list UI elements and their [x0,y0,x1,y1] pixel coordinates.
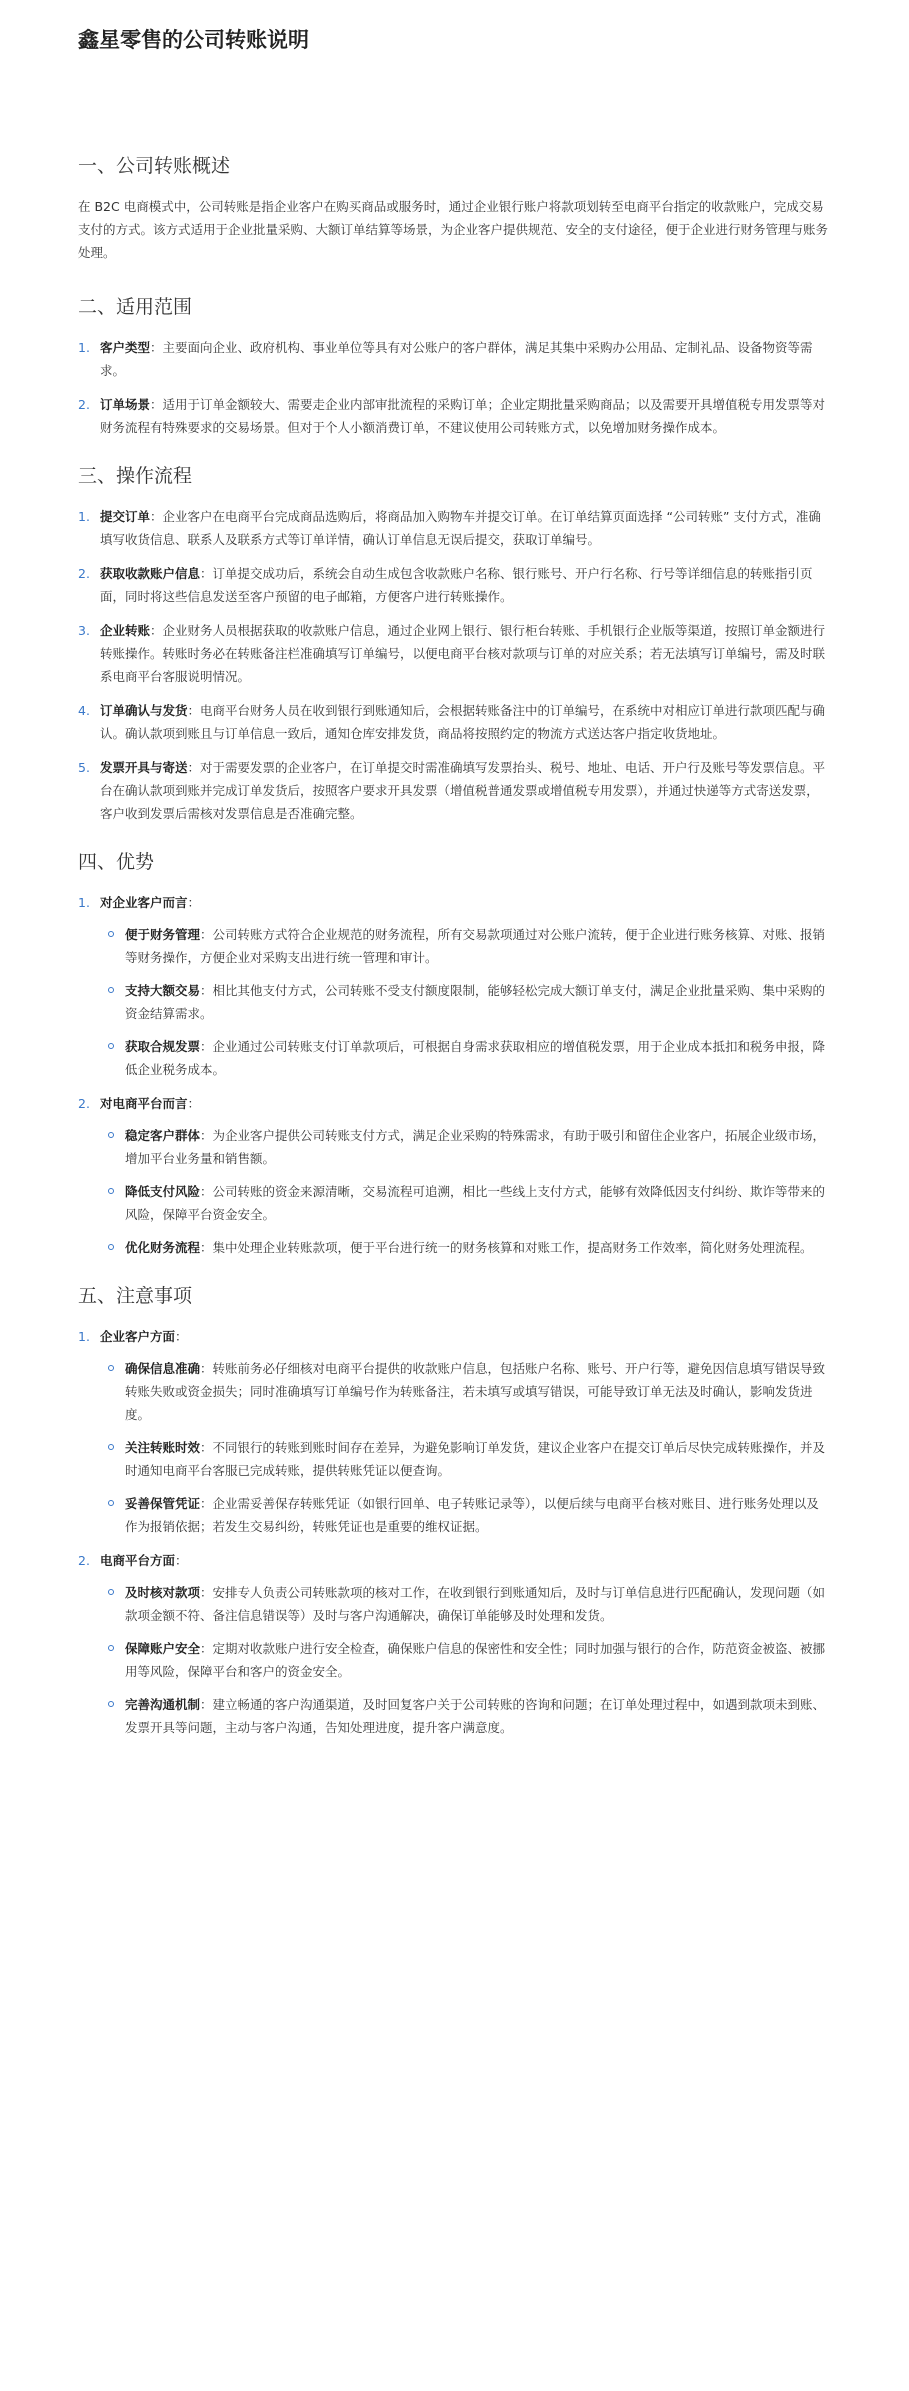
section-heading: 二、适用范围 [78,296,193,318]
sub-list-item [125,1035,831,1081]
sub-item-lead: 妥善保管凭证 [125,1496,201,1511]
sub-list-item [125,923,831,969]
section-heading: 三、操作流程 [78,465,193,487]
sub-item-lead: 支持大额交易 [125,983,201,998]
sub-item-text: ：安排专人负责公司转账款项的核对工作，在收到银行到账通知后，及时与订单信息进行匹配确认，发现问题（如款项金额不符、备注信息错误等）及时与客户沟通解决，确保订单能够及时处理和发货。 [125,1585,826,1623]
sub-item-lead: 及时核对款项 [125,1585,201,1600]
sub-list [100,923,831,1081]
item-text: ：电商平台财务人员在收到银行到账通知后，会根据转账备注中的订单编号，在系统中对相应订单进行款项匹配与确认。确认款项到账且与订单信息一致后，通知仓库安排发货，商品将按照约定的物流方式送达客户指定收货地址。 [100,703,826,741]
item-term: 发票开具与寄送 [100,760,188,775]
list-item [100,505,831,551]
sub-list [100,1357,831,1538]
sub-item-lead: 关注转账时效 [125,1440,201,1455]
sub-list-item [125,1693,831,1739]
sub-item-text: ：集中处理企业转账款项，便于平台进行统一的财务核算和对账工作，提高财务工作效率，简化财务处理流程。 [200,1240,813,1255]
group-label: 企业客户方面 [100,1329,176,1344]
list-item [100,699,831,745]
group-suffix: ： [175,1553,188,1568]
sub-list-item [125,1180,831,1226]
sub-item-lead: 保障账户安全 [125,1641,201,1656]
sub-item-text: ：建立畅通的客户沟通渠道，及时回复客户关于公司转账的咨询和问题；在订单处理过程中，如遇到款项未到账、发票开具等问题，主动与客户沟通，告知处理进度，提升客户满意度。 [125,1697,826,1735]
section-heading: 一、公司转账概述 [78,155,231,177]
sub-item-text: ：不同银行的转账到账时间存在差异，为避免影响订单发货，建议企业客户在提交订单后尽快完成转账操作，并及时通知电商平台客服已完成转账，提供转账凭证以便查询。 [125,1440,826,1478]
sub-list [100,1124,831,1259]
sub-item-text: ：公司转账的资金来源清晰，交易流程可追溯，相比一些线上支付方式，能够有效降低因支付纠纷、欺诈等带来的风险，保障平台资金安全。 [125,1184,826,1222]
sub-list-item [125,1492,831,1538]
list-item [100,1092,831,1259]
sub-item-lead: 确保信息准确 [125,1361,201,1376]
list-item [100,1325,831,1538]
sub-item-lead: 获取合规发票 [125,1039,201,1054]
section-overview [78,151,831,264]
sub-list-item [125,1581,831,1627]
sub-item-lead: 优化财务流程 [125,1240,201,1255]
item-term: 订单场景 [100,397,151,412]
section-heading: 五、注意事项 [78,1285,193,1307]
section-scope [78,292,831,439]
item-text: ：订单提交成功后，系统会自动生成包含收款账户名称、银行账号、开户行名称、行号等详细信息的转账指引页面，同时将这些信息发送至客户预留的电子邮箱，方便客户进行转账操作。 [100,566,813,604]
sub-item-lead: 稳定客户群体 [125,1128,201,1143]
overview-paragraph: 在 B2C 电商模式中，公司转账是指企业客户在购买商品或服务时，通过企业银行账户将款项划转至电商平台指定的收款账户，完成交易支付的方式。该方式适用于企业批量采购、大额订单结算等场景，为企业客户提供规范、安全的支付途径，便于企业进行财务管理与账务处理。 [78,199,829,260]
group-label: 电商平台方面 [100,1553,176,1568]
notes-list [78,1325,831,1739]
sub-item-lead: 降低支付风险 [125,1184,201,1199]
advantages-list [78,891,831,1259]
section-heading: 四、优势 [78,851,155,873]
item-term: 获取收款账户信息 [100,566,201,581]
sub-item-text: ：定期对收款账户进行安全检查，确保账户信息的保密性和安全性；同时加强与银行的合作，防范资金被盗、被挪用等风险，保障平台和客户的资金安全。 [125,1641,826,1679]
list-item [100,336,831,382]
process-list [78,505,831,825]
list-item [100,562,831,608]
document-title: 鑫星零售的公司转账说明 [78,28,309,52]
item-text: ：对于需要发票的企业客户，在订单提交时需准确填写发票抬头、税号、地址、电话、开户行及账号等发票信息。平台在确认款项到账并完成订单发货后，按照客户要求开具发票（增值税普通发票或增值税专用发票），并通过快递等方式寄送发票，客户收到发票后需核对发票信息是否准确完整。 [100,760,826,821]
item-text: ：企业客户在电商平台完成商品选购后，将商品加入购物车并提交订单。在订单结算页面选择 “公司转账” 支付方式，准确填写收货信息、联系人及联系方式等订单详情，确认订单信息无误后提交，获取订单编号。 [100,509,821,547]
sub-list-item [125,1124,831,1170]
group-label: 对电商平台而言 [100,1096,188,1111]
sub-item-text: ：企业通过公司转账支付订单款项后，可根据自身需求获取相应的增值税发票，用于企业成本抵扣和税务申报，降低企业税务成本。 [125,1039,826,1077]
item-text: ：企业财务人员根据获取的收款账户信息，通过企业网上银行、银行柜台转账、手机银行企业版等渠道，按照订单金额进行转账操作。转账时务必在转账备注栏准确填写订单编号，以便电商平台核对款项与订单的对应关系；若无法填写订单编号，需及时联系电商平台客服说明情况。 [100,623,826,684]
item-text: ：适用于订单金额较大、需要走企业内部审批流程的采购订单；企业定期批量采购商品；以及需要开具增值税专用发票等对财务流程有特殊要求的交易场景。但对于个人小额消费订单，不建议使用公司转账方式，以免增加财务操作成本。 [100,397,826,435]
scope-list [78,336,831,439]
item-term: 企业转账 [100,623,151,638]
list-item [100,756,831,825]
item-text: ：主要面向企业、政府机构、事业单位等具有对公账户的客户群体，满足其集中采购办公用品、定制礼品、设备物资等需求。 [100,340,813,378]
sub-list-item [125,1637,831,1683]
list-item [100,1549,831,1739]
group-suffix: ： [187,895,201,910]
item-term: 订单确认与发货 [100,703,188,718]
sub-item-text: ：相比其他支付方式，公司转账不受支付额度限制，能够轻松完成大额订单支付，满足企业批量采购、集中采购的资金结算需求。 [125,983,826,1021]
list-item [100,619,831,688]
item-term: 提交订单 [100,509,151,524]
list-item [100,393,831,439]
item-term: 客户类型 [100,340,151,355]
sub-list-item [125,1357,831,1426]
group-suffix: ： [187,1096,201,1111]
section-advantages [78,847,831,1259]
section-notes [78,1281,831,1739]
sub-item-text: ：为企业客户提供公司转账支付方式，满足企业采购的特殊需求，有助于吸引和留住企业客户，拓展企业级市场，增加平台业务量和销售额。 [125,1128,826,1166]
sub-item-text: ：转账前务必仔细核对电商平台提供的收款账户信息，包括账户名称、账号、开户行等，避免因信息填写错误导致转账失败或资金损失；同时准确填写订单编号作为转账备注，若未填写或填写错误，可能导致订单无法及时确认，影响发货进度。 [125,1361,826,1422]
section-process [78,461,831,825]
sub-list-item [125,1436,831,1482]
list-item [100,891,831,1081]
group-label: 对企业客户而言 [100,895,188,910]
sub-item-text: ：公司转账方式符合企业规范的财务流程，所有交易款项通过对公账户流转，便于企业进行账务核算、对账、报销等财务操作，方便企业对采购支出进行统一管理和审计。 [125,927,826,965]
sub-list [100,1581,831,1739]
sub-item-lead: 便于财务管理 [125,927,201,942]
sub-list-item [125,1236,831,1259]
sub-list-item [125,979,831,1025]
sub-item-lead: 完善沟通机制 [125,1697,201,1712]
group-suffix: ： [175,1329,188,1344]
sub-item-text: ：企业需妥善保存转账凭证（如银行回单、电子转账记录等），以便后续与电商平台核对账目、进行账务处理以及作为报销依据；若发生交易纠纷，转账凭证也是重要的维权证据。 [125,1496,819,1534]
